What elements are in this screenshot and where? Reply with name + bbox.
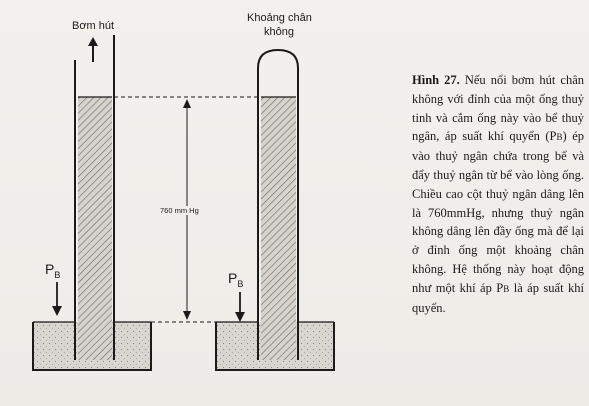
figure-caption: [412, 71, 584, 317]
vacuum-label-line2: không: [264, 26, 294, 38]
pump-label: Bơm hút: [72, 20, 115, 32]
caption-text-1: Nếu nối bơm hút chân không với đỉnh của một ống thuỷ tinh và cắm ống này vào bể thuỷ ngân, áp suất khí quyển (P: [412, 73, 584, 144]
caption-text-2: ) ép vào thuỷ ngân chứa trong bể và đẩy thuỷ ngân từ bể vào lòng ống. Chiều cao cột thuỷ ngân dâng lên là 760mmHg, nhưng thuỷ ngân không dâng lên đầy ống mà để lại ở đỉnh ống một khoảng chân không. Hệ thống này hoạt động như một khí áp P: [412, 129, 584, 295]
caption-text-3: là áp suất khí quyển.: [412, 280, 584, 315]
right-tube: [258, 50, 298, 360]
vacuum-label-line1: Khoảng chân: [247, 12, 312, 24]
pressure-subscript-right: B: [237, 278, 244, 289]
pressure-arrow-right-icon: [235, 292, 245, 322]
pressure-label-left: [45, 261, 60, 280]
caption-sub-1: B: [556, 132, 563, 143]
pressure-symbol-left: P: [45, 261, 55, 277]
pump-arrow-icon: [88, 37, 98, 62]
pressure-subscript-left: B: [54, 269, 61, 280]
caption-sub-2: B: [503, 283, 510, 294]
height-label: 760 mm Hg: [160, 206, 199, 215]
left-tube: [75, 35, 114, 360]
pressure-symbol-right: P: [228, 270, 238, 286]
caption-title: Hình 27.: [412, 73, 460, 87]
pressure-arrow-left-icon: [52, 282, 62, 316]
pressure-label-right: [228, 270, 243, 289]
